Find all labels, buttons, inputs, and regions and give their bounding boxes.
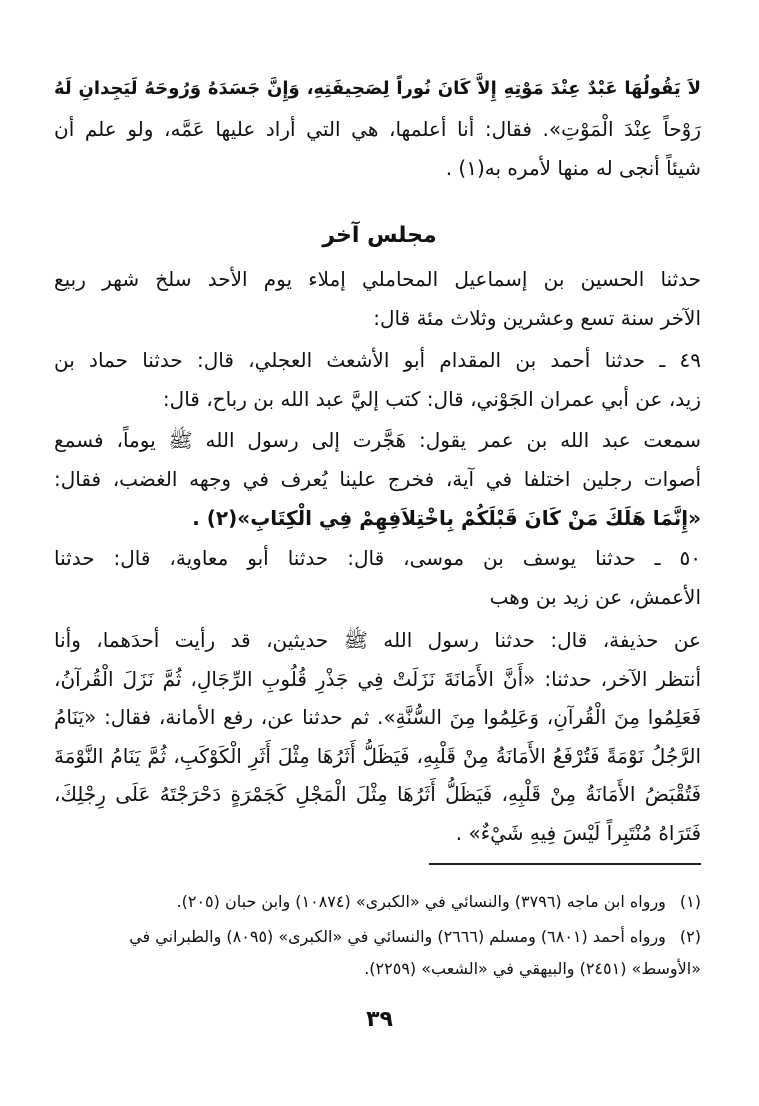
hadith-50-line: فَعَلِمُوا مِنَ الْقُرآنِ، وَعَلِمُوا مِنَ السُّنَّةِ». ثم حدثنا عن، رفع الأمانة، فقال: «يَنَامُ xyxy=(54,705,701,729)
paragraph-line: الآخر سنة تسع وعشرين وثلاث مئة قال: xyxy=(373,306,701,330)
hadith-49-line: زيد، عن أبي عمران الجَوْني، قال: كتب إليَّ عبد الله بن رباح، قال: xyxy=(162,387,701,411)
hadith-49-line: أصوات رجلين اختلفا في آية، فخرج علينا يُعرف في وجهه الغضب، فقال: xyxy=(54,467,701,491)
paragraph-line: شيئاً أنجى له منها لأمره به(١) . xyxy=(445,156,701,180)
hadith-49-line: «إِنَّمَا هَلَكَ مَنْ كَانَ قَبْلَكُمْ بِاخْتِلاَفِهِمْ فِي الْكِتَابِ»(٢) . xyxy=(192,506,701,530)
footnote-divider xyxy=(429,863,701,865)
hadith-50-line: أنتظر الآخر، حدثنا: «أَنَّ الأَمَانَةَ نَزَلَتْ فِي جَذْرِ قُلُوبِ الرِّجَالِ، ثُمَّ نَزَلَ الْقُرآنُ، xyxy=(54,667,701,691)
section-heading: مجلس آخر xyxy=(322,223,437,248)
hadith-49-line: سمعت عبد الله بن عمر يقول: هَجَّرت إلى رسول الله ﷺ يوماً، فسمع xyxy=(54,428,701,452)
hadith-50-line: الرَّجُلُ نَوْمَةً فَتُرْفَعُ الأَمَانَةُ مِنْ قَلْبِهِ، فَيَظَلُّ أَثَرُهَا مِثْلَ أَثَرِ الْكَوْكَبِ، ثُمَّ يَنَامُ النَّوْمَةَ xyxy=(54,744,701,768)
hadith-50-line: ٥٠ ـ حدثنا يوسف بن موسى، قال: حدثنا أبو معاوية، قال: حدثنا xyxy=(54,546,701,570)
paragraph-line: لاَ يَقُولُهَا عَبْدٌ عِنْدَ مَوْتِهِ إِلاَّ كَانَ نُوراً لِصَحِيفَتِهِ، وَإِنَّ جَسَدَهُ وَرُوحَهُ لَيَجِدانِ لَهُ xyxy=(54,78,701,99)
page-number: ٣٩ xyxy=(366,1007,393,1032)
footnote-number: (١) xyxy=(679,892,701,911)
footnote-2 xyxy=(54,922,701,952)
footnote-1 xyxy=(54,887,701,917)
footnote-number: (٢) xyxy=(679,927,701,946)
footnote-text: ورواه ابن ماجه (٣٧٩٦) والنسائي في «الكبرى» (١٠٨٧٤) وابن حبان (٢٠٥). xyxy=(176,892,666,911)
hadith-50-line: الأعمش، عن زيد بن وهب xyxy=(489,585,701,609)
hadith-50-line: فَتُقْبَضُ الأَمَانَةُ مِنْ قَلْبِهِ، فَيَظَلُّ أَثَرُهَا مِثْلَ الْمَجْلِ كَجَمْرَةٍ دَحْرَجْتَهُ عَلَى رِجْلِكَ، xyxy=(54,782,701,806)
hadith-50-line: فَتَرَاهُ مُنْتَبِراً لَيْسَ فِيهِ شَيْءٌ» . xyxy=(455,821,701,845)
hadith-49-line: ٤٩ ـ حدثنا أحمد بن المقدام أبو الأشعث العجلي، قال: حدثنا حماد بن xyxy=(54,348,701,372)
footnote-text: ورواه أحمد (٦٨٠١) ومسلم (٢٦٦٦) والنسائي في «الكبرى» (٨٠٩٥) والطبراني في xyxy=(129,927,666,946)
footnote-text: «الأوسط» (٢٤٥١) والبيهقي في «الشعب» (٢٢٥٩). xyxy=(364,959,701,978)
paragraph-line: رَوْحاً عِنْدَ الْمَوْتِ». فقال: أنا أعلمها، هي التي أراد عليها عَمَّه، ولو علم أن xyxy=(54,117,701,141)
paragraph-line: حدثنا الحسين بن إسماعيل المحاملي إملاء يوم الأحد سلخ شهر ربيع xyxy=(54,267,701,291)
footnote-2-continued xyxy=(54,954,701,984)
hadith-50-line: عن حذيفة، قال: حدثنا رسول الله ﷺ حديثين، قد رأيت أحدَهما، وأنا xyxy=(54,628,701,652)
